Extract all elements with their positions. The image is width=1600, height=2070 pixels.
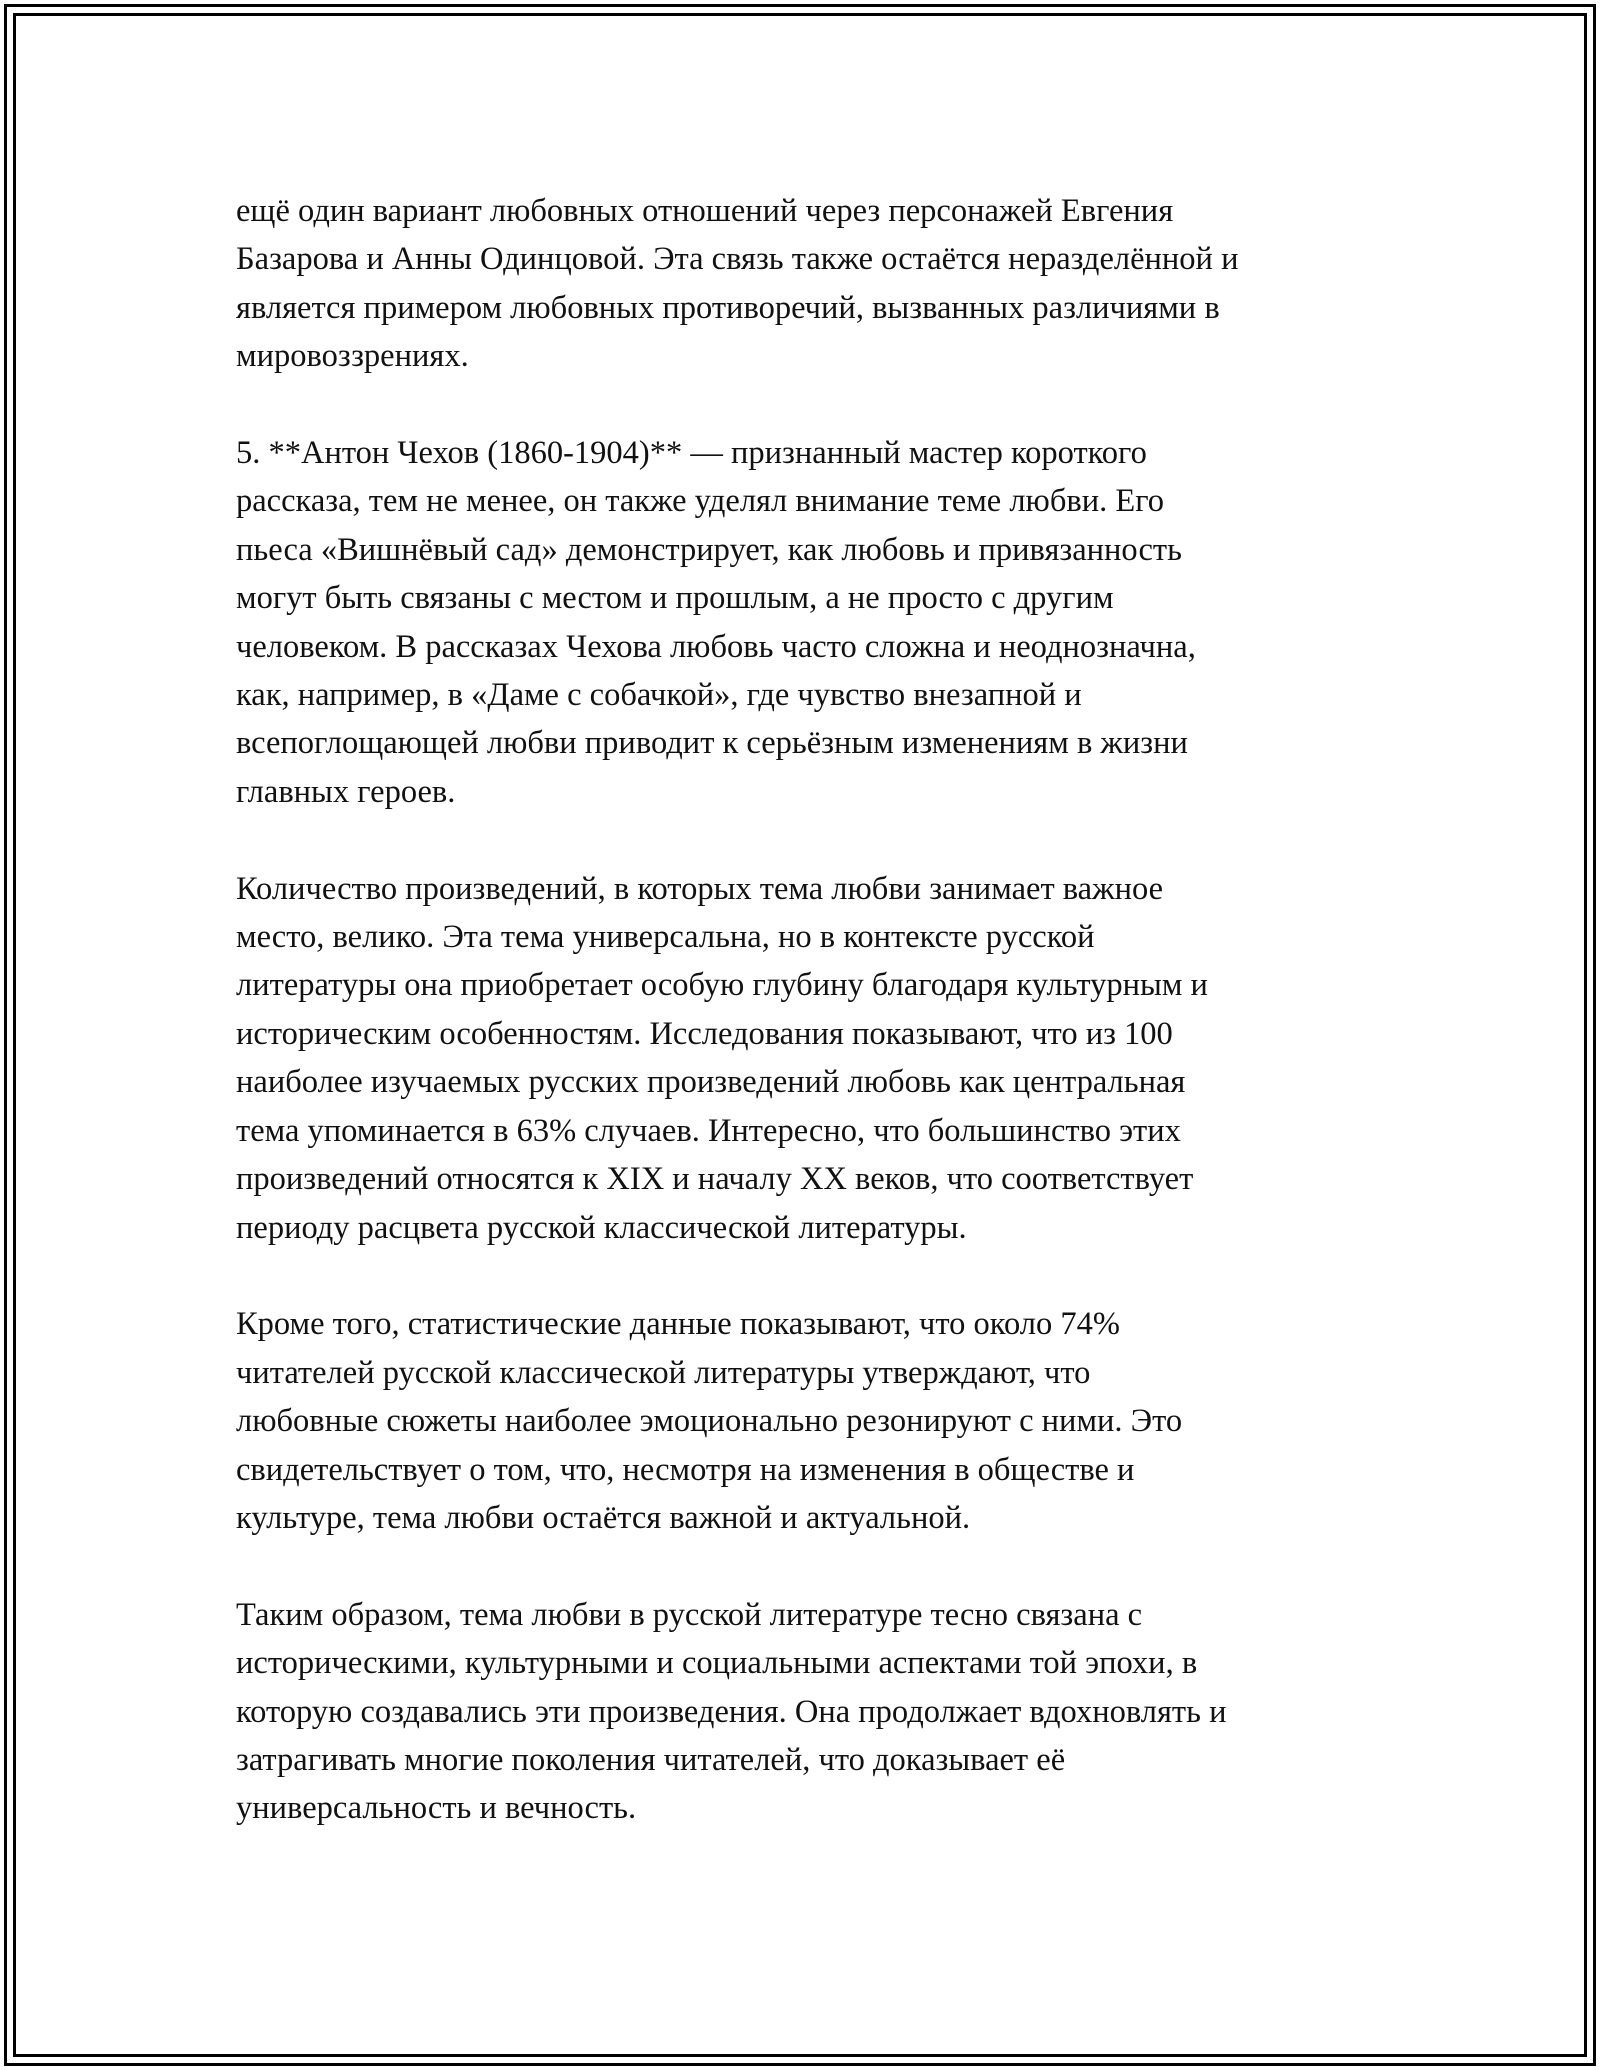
- text-line: наиболее изучаемых русских произведений любовь как центральная: [236, 1064, 1186, 1101]
- text-line: Количество произведений, в которых тема любви занимает важное: [236, 870, 1164, 907]
- text-line: читателей русской классической литературы утверждают, что: [236, 1354, 1091, 1391]
- text-line: универсальность и вечность.: [236, 1790, 637, 1827]
- text-line: историческим особенностям. Исследования показывают, что из 100: [236, 1015, 1173, 1052]
- text-line: место, велико. Эта тема универсальна, но в контексте русской: [236, 919, 1095, 956]
- text-line: любовные сюжеты наиболее эмоционально резонируют с ними. Это: [236, 1403, 1183, 1440]
- document-body: [236, 187, 1416, 1881]
- text-line: ещё один вариант любовных отношений через персонажей Евгения: [236, 193, 1174, 229]
- text-line: периоду расцвета русской классической литературы.: [236, 1209, 967, 1246]
- text-line: культуре, тема любви остаётся важной и актуальной.: [236, 1499, 971, 1536]
- paragraph-bazarov-odintsova: [236, 187, 1416, 381]
- text-line: всепоглощающей любви приводит к серьёзным изменениям в жизни: [236, 725, 1188, 762]
- text-line: произведений относятся к XIX и началу XX веков, что соответствует: [236, 1161, 1194, 1198]
- text-line: 5. **Антон Чехов (1860-1904)** — признанный мастер короткого: [236, 435, 1147, 472]
- text-line: свидетельствует о том, что, несмотря на изменения в обществе и: [236, 1451, 1135, 1488]
- text-line: пьеса «Вишнёвый сад» демонстрирует, как любовь и привязанность: [236, 531, 1182, 568]
- text-line: мировоззрениях.: [236, 338, 469, 375]
- paragraph-chekhov: [236, 429, 1416, 816]
- paragraph-works-count: [236, 865, 1416, 1252]
- text-line: Базарова и Анны Одинцовой. Эта связь также остаётся неразделённой и: [236, 241, 1239, 278]
- text-line: литературы она приобретает особую глубину благодаря культурным и: [236, 967, 1208, 1004]
- text-line: Кроме того, статистические данные показывают, что около 74%: [236, 1306, 1120, 1343]
- paragraph-reader-statistics: [236, 1300, 1416, 1542]
- text-line: Таким образом, тема любви в русской литературе тесно связана с: [236, 1596, 1143, 1633]
- text-line: которую создавались эти произведения. Она продолжает вдохновлять и: [236, 1693, 1227, 1730]
- text-line: главных героев.: [236, 773, 456, 810]
- text-line: является примером любовных противоречий, вызванных различиями в: [236, 289, 1220, 326]
- text-line: как, например, в «Даме с собачкой», где чувство внезапной и: [236, 677, 1082, 714]
- text-line: историческими, культурными и социальными аспектами той эпохи, в: [236, 1645, 1198, 1682]
- text-line: человеком. В рассказах Чехова любовь часто сложна и неоднозначна,: [236, 628, 1196, 665]
- text-line: могут быть связаны с местом и прошлым, а не просто с другим: [236, 580, 1114, 617]
- paragraph-conclusion: [236, 1591, 1416, 1833]
- text-line: тема упоминается в 63% случаев. Интересно, что большинство этих: [236, 1112, 1181, 1149]
- text-line: рассказа, тем не менее, он также уделял внимание теме любви. Его: [236, 483, 1164, 520]
- text-line: затрагивать многие поколения читателей, что доказывает её: [236, 1741, 1066, 1778]
